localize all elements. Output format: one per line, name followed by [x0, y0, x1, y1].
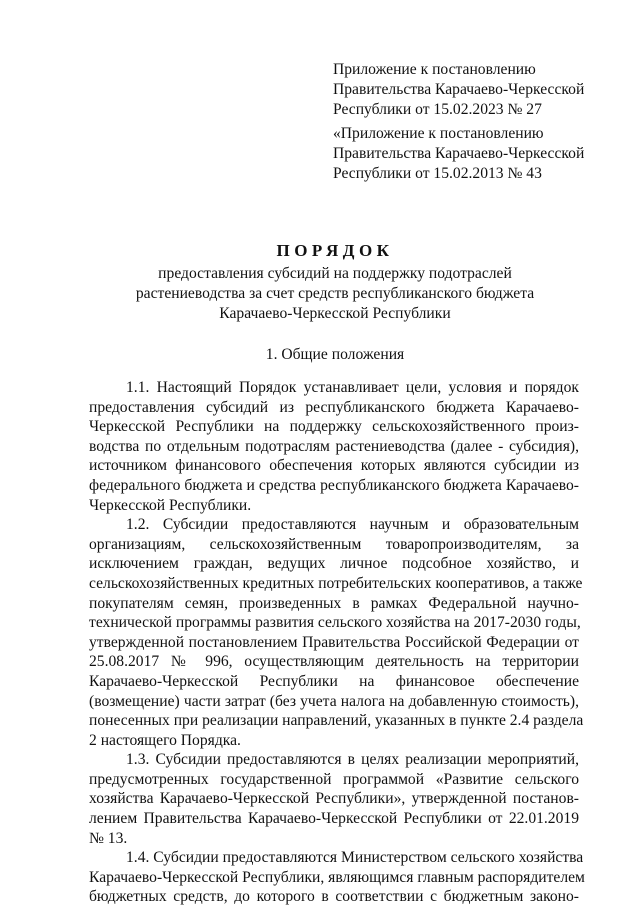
paragraph-first-line: 1.4. Субсидии предоставляются Министерством сельского хозяйства — [126, 849, 584, 867]
document-subtitle — [90, 264, 580, 324]
paragraph-line: исключением граждан, ведущих личное подсобное хозяйство, и — [89, 555, 579, 573]
paragraph-line: Карачаево-Черкесской Республики, являющимся главным распорядителем — [89, 868, 585, 886]
document-subtitle-line: Карачаево-Черкесской Республики — [219, 305, 451, 322]
annex-current-line: Правительства Карачаево-Черкесской — [333, 81, 585, 98]
paragraph-line: федерального бюджета и средства республиканского бюджета Карачаево- — [89, 476, 579, 494]
paragraph-line: № 13. — [89, 829, 128, 847]
paragraph-line: Карачаево-Черкесской Республики на финансовое обеспечение — [89, 672, 579, 690]
annex-original-line: Правительства Карачаево-Черкесской — [333, 145, 585, 162]
annex-current-line: Приложение к постановлению — [333, 61, 536, 78]
paragraph-first-line: 1.2. Субсидии предоставляются научным и образовательным — [126, 516, 579, 534]
document-title: ПОРЯДОК — [276, 241, 394, 260]
paragraph-line: Черкесской Республики на поддержку сельскохозяйственного произ- — [89, 418, 579, 436]
paragraph-line: водства по отдельным подотраслям растениеводства (далее - субсидия), — [89, 437, 579, 455]
paragraph-line: 2 настоящего Порядка. — [89, 731, 241, 749]
paragraph-first-line: 1.1. Настоящий Порядок устанавливает цели, условия и порядок — [126, 379, 579, 396]
paragraph-line: хозяйства Карачаево-Черкесской Республики», утвержденной постанов- — [89, 790, 579, 808]
document-title-block — [90, 240, 580, 324]
document-subtitle-line: предоставления субсидий на поддержку подотраслей — [158, 265, 512, 282]
annex-original — [333, 124, 633, 184]
paragraph-line: организациям, сельскохозяйственным товаропроизводителям, за — [89, 535, 579, 553]
annex-original-line: «Приложение к постановлению — [333, 125, 544, 142]
paragraph-line: Черкесской Республики. — [89, 496, 252, 514]
paragraph-line: лением Правительства Карачаево-Черкесской Республики от 22.01.2019 — [89, 810, 579, 828]
paragraph-line: бюджетных средств, до которого в соответствии с бюджетным законо- — [89, 888, 579, 906]
paragraph-line: покупателям семян, произведенных в рамках Федеральной научно- — [89, 594, 579, 612]
paragraph-line: сельскохозяйственных кредитных потребительских кооперативов, а также — [89, 574, 583, 592]
paragraph-line: 25.08.2017 № 996, осуществляющим деятельность на территории — [89, 653, 579, 671]
paragraph-line: предоставления субсидий из республиканского бюджета Карачаево- — [89, 398, 579, 416]
paragraph-line: технической программы развития сельского хозяйства на 2017-2030 годы, — [89, 614, 581, 632]
paragraph-line: (возмещение) части затрат (без учета налога на добавленную стоимость), — [89, 692, 579, 710]
annex-current-line: Республики от 15.02.2023 № 27 — [333, 101, 542, 118]
annex-current — [333, 60, 633, 120]
document-subtitle-line: растениеводства за счет средств республиканского бюджета — [135, 285, 535, 302]
annex-original-line: Республики от 15.02.2013 № 43 — [333, 165, 542, 182]
paragraph-line: понесенных при реализации направлений, указанных в пункте 2.4 раздела — [89, 712, 584, 730]
paragraph-first-line: 1.3. Субсидии предоставляются в целях реализации мероприятий, — [126, 751, 579, 769]
section-heading: 1. Общие положения — [265, 346, 405, 363]
paragraph-line: утвержденной постановлением Правительства Российской Федерации от — [89, 633, 579, 651]
paragraph-line: предусмотренных государственной программой «Развитие сельского — [89, 770, 579, 788]
document-body — [89, 378, 585, 907]
paragraph-line: источником финансового обеспечения которых являются субсидии из — [89, 457, 579, 475]
